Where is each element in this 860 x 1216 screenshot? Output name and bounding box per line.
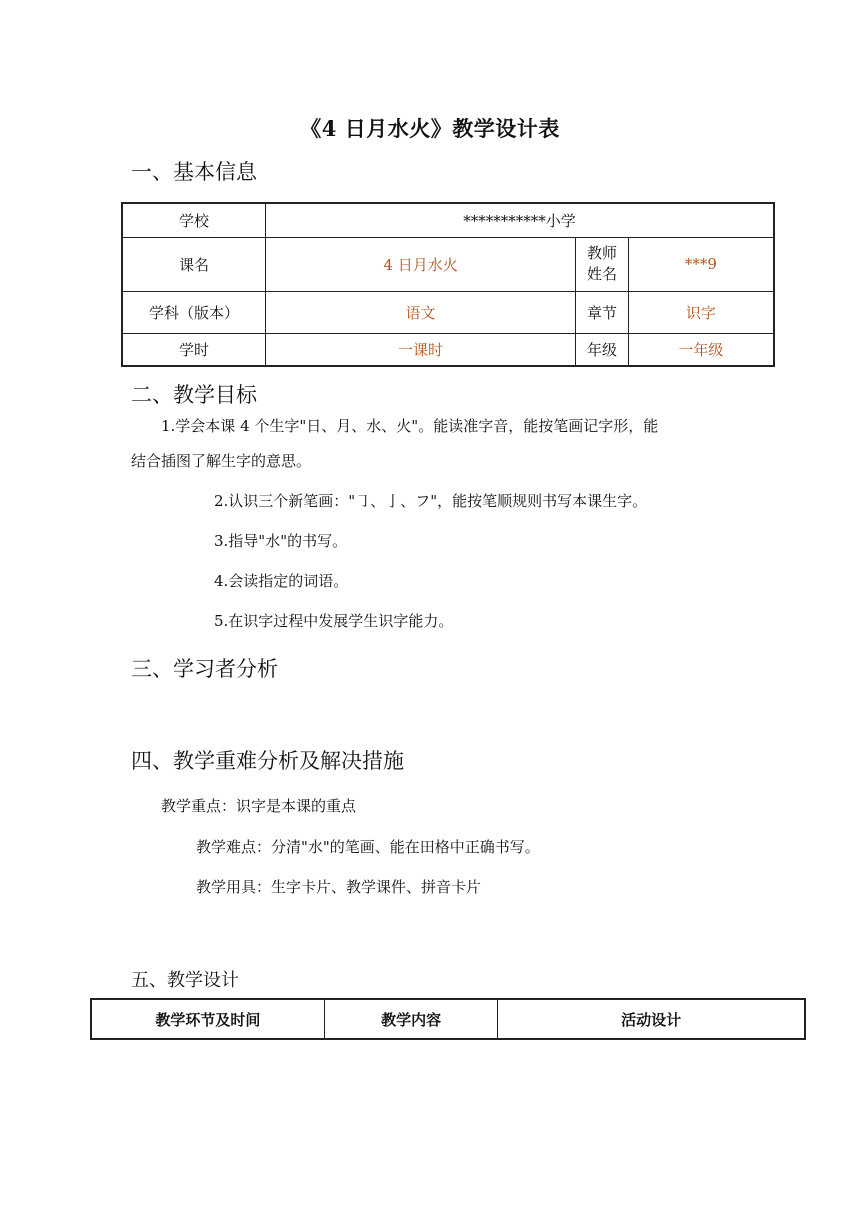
grade-label: 年级 [576,333,629,366]
subject-value: 语文 [266,291,576,333]
goal-5: 5.在识字过程中发展学生识字能力。 [214,612,454,630]
teaching-tools: 教学用具：生字卡片、教学课件、拼音卡片 [196,878,482,896]
header-activity: 活动设计 [498,999,805,1039]
table-row [122,291,774,333]
header-content: 教学内容 [324,999,498,1039]
goal-1-line-2: 结合插图了解生字的意思。 [131,452,312,470]
header-stage-time: 教学环节及时间 [91,999,324,1039]
basic-info-table [121,202,775,367]
teaching-difficulty: 教学难点：分清"水"的笔画、能在田格中正确书写。 [196,838,540,856]
school-label: 学校 [122,203,266,237]
teacher-value: ***9 [628,237,774,291]
goal-4: 4.会读指定的词语。 [214,572,349,590]
chapter-label: 章节 [576,291,629,333]
teaching-focus: 教学重点：识字是本课的重点 [161,797,357,815]
goal-1-line-1: 1.学会本课 4 个生字"日、月、水、火"。能读准字音，能按笔画记字形，能 [161,417,659,435]
course-label: 课名 [122,237,266,291]
school-value: ***********小学 [266,203,774,237]
table-row [122,333,774,366]
section-heading-basic-info: 一、基本信息 [131,160,257,184]
period-label: 学时 [122,333,266,366]
period-value: 一课时 [266,333,576,366]
section-heading-design: 五、教学设计 [131,970,239,991]
section-heading-learner-analysis: 三、学习者分析 [131,657,278,681]
goal-3: 3.指导"水"的书写。 [214,532,348,550]
subject-label: 学科（版本） [122,291,266,333]
teacher-label: 教师 姓名 [576,237,629,291]
course-value: 4 日月水火 [266,237,576,291]
document-title: 《4 日月水火》教学设计表 [300,116,560,141]
teaching-design-table [90,998,806,1040]
section-heading-goals: 二、教学目标 [131,383,257,407]
table-row [122,203,774,237]
goal-2: 2.认识三个新笔画："㇆、亅、フ"，能按笔顺规则书写本课生字。 [214,492,648,510]
chapter-value: 识字 [628,291,774,333]
section-heading-key-points: 四、教学重难分析及解决措施 [131,749,404,773]
grade-value: 一年级 [628,333,774,366]
table-header-row [91,999,805,1039]
table-row [122,237,774,291]
